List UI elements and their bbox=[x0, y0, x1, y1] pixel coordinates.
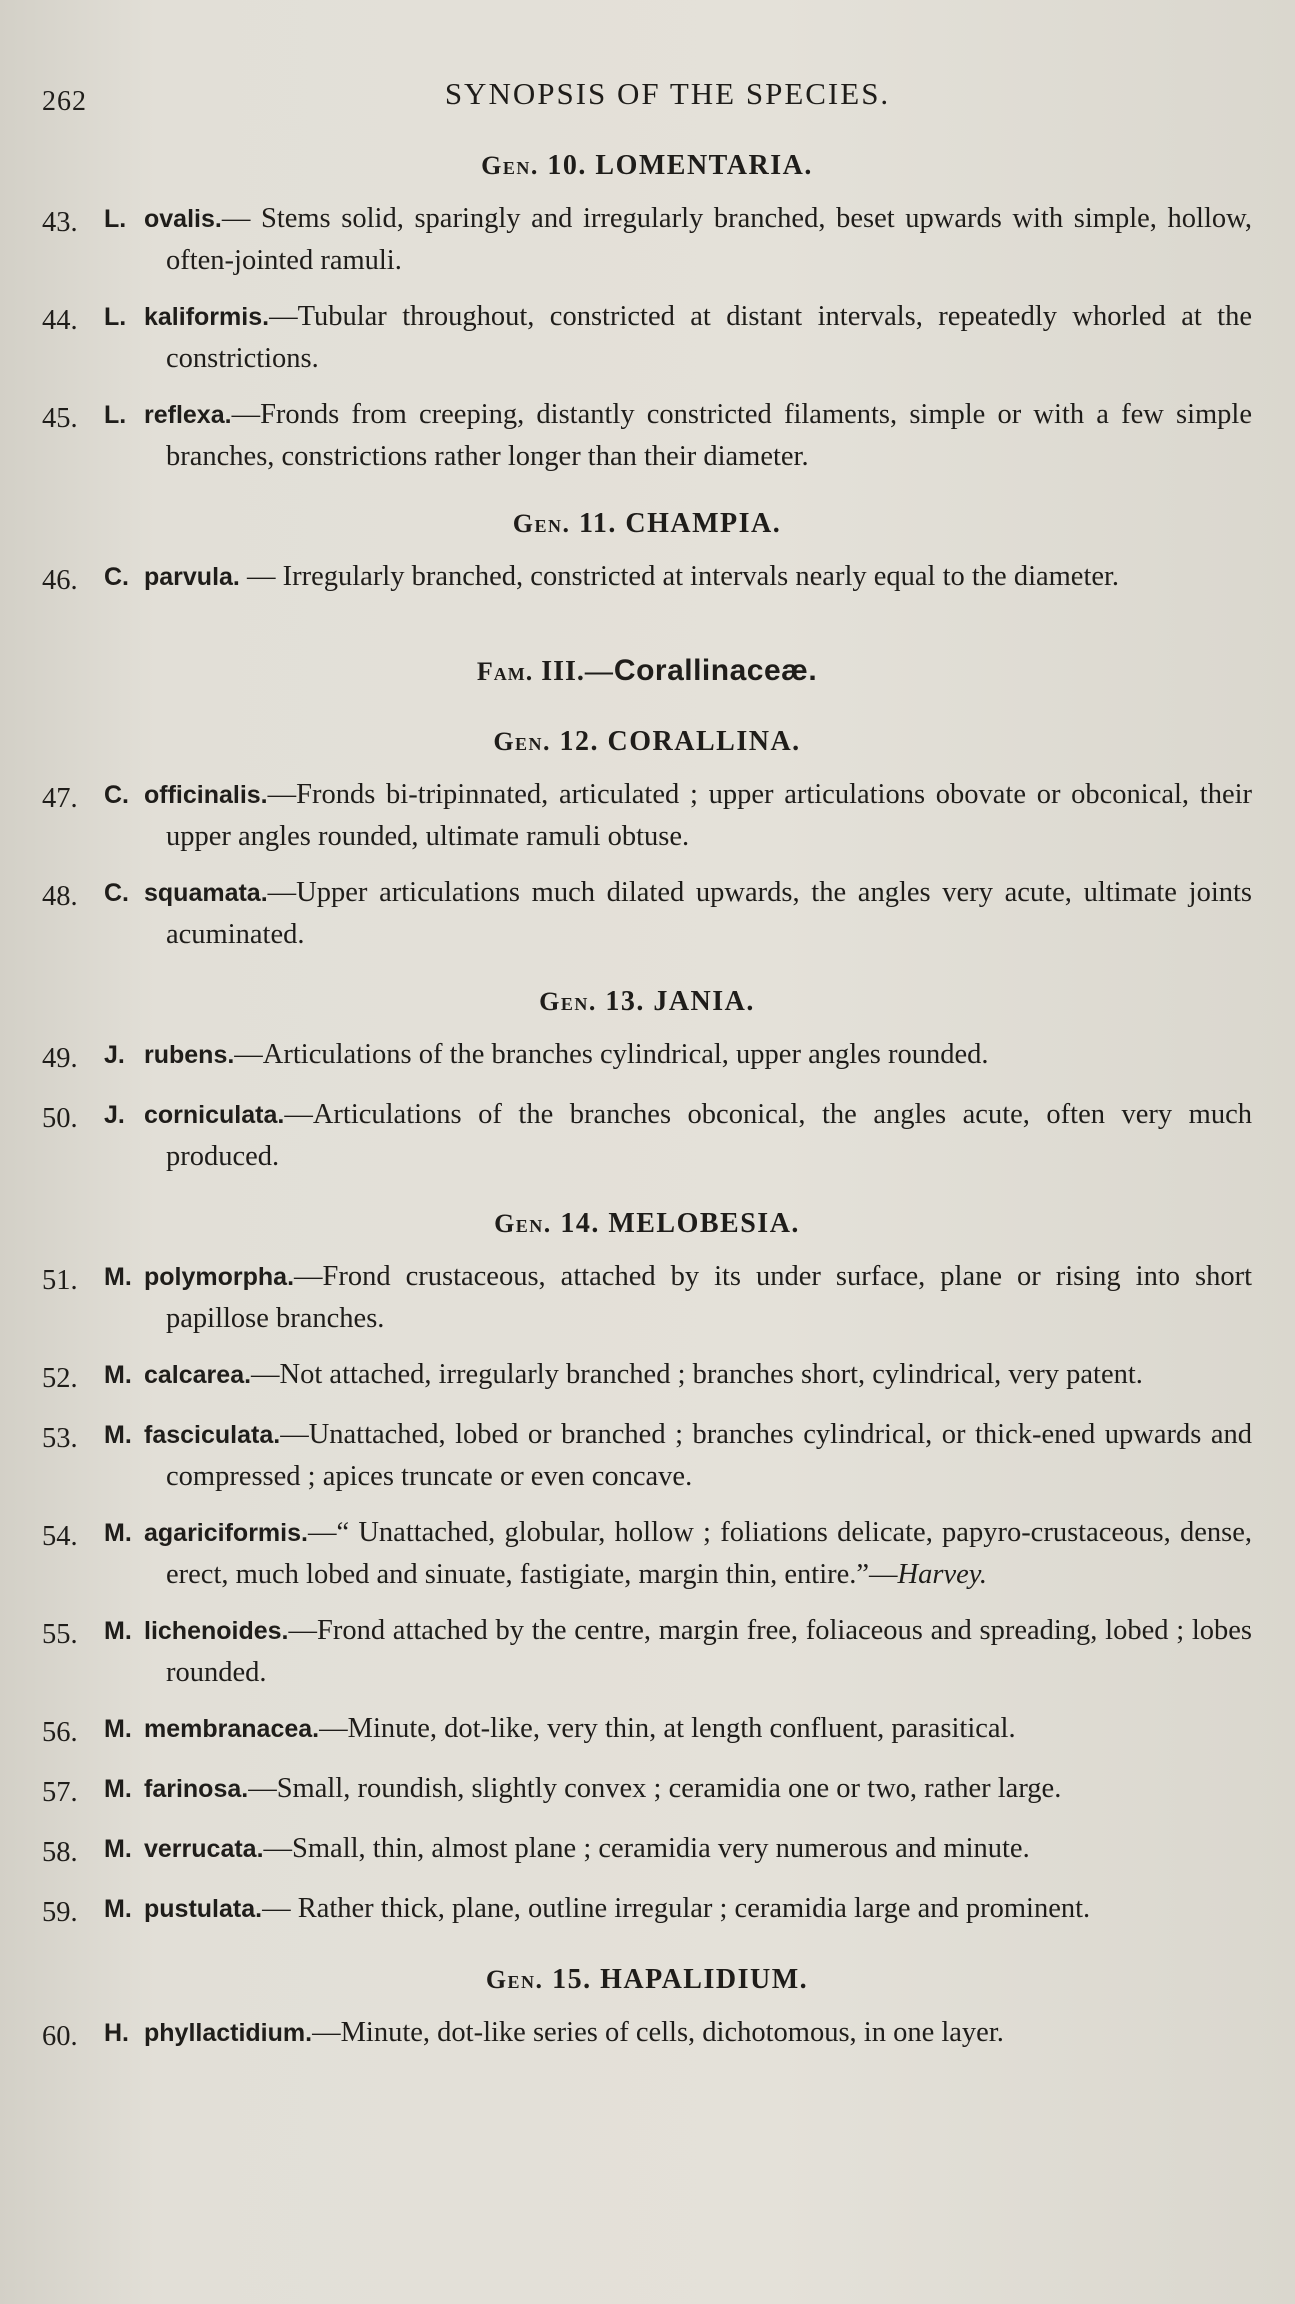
species-name: calcarea. bbox=[144, 1361, 252, 1389]
entry-number: 52. bbox=[42, 1363, 78, 1394]
running-head: SYNOPSIS OF THE SPECIES. bbox=[444, 76, 891, 111]
species-name: reflexa. bbox=[144, 401, 232, 429]
entry-number: 46. bbox=[42, 565, 78, 596]
species-name: corniculata. bbox=[144, 1101, 285, 1129]
species-entry: 54. M. agariciformis.—“ Unattached, globular, hollow ; foliations delicate, papyro-crustaceous, dense, erect, much lobed and sinuate, fastigiate, margin thin, entire.”—Harvey. bbox=[42, 1512, 1252, 1596]
species-name: membranacea. bbox=[144, 1715, 320, 1743]
species-entry: 55. M. lichenoides.—Frond attached by the centre, margin free, foliaceous and spreading, lobed ; lobes rounded. bbox=[42, 1610, 1252, 1694]
species-entry: 60. H. phyllactidium.—Minute, dot-like series of cells, dichotomous, in one layer. bbox=[42, 2012, 1252, 2058]
species-entry: 46. C. parvula. — Irregularly branched, constricted at intervals nearly equal to the diameter. bbox=[42, 556, 1252, 602]
entry-number: 60. bbox=[42, 2021, 78, 2052]
entry-number: 54. bbox=[42, 1521, 78, 1552]
species-entry: 44. L. kaliformis.—Tubular throughout, constricted at distant intervals, repeatedly whorled at the constrictions. bbox=[42, 296, 1252, 380]
species-description: —Not attached, irregularly branched ; branches short, cylindrical, very patent. bbox=[251, 1359, 1143, 1390]
species-description: —Small, roundish, slightly convex ; ceramidia one or two, rather large. bbox=[248, 1773, 1062, 1804]
species-description: —Tubular throughout, constricted at distant intervals, repeatedly whorled at the constrictions. bbox=[166, 301, 1252, 374]
species-name: kaliformis. bbox=[144, 303, 270, 331]
species-name: pustulata. bbox=[144, 1895, 263, 1923]
species-entry: 43. L. ovalis.— Stems solid, sparingly and irregularly branched, beset upwards with simple, hollow, often-jointed ramuli. bbox=[42, 198, 1252, 282]
genus-heading: Gen. 10. LOMENTARIA. bbox=[481, 150, 813, 181]
species-name: polymorpha. bbox=[144, 1263, 295, 1291]
species-description: —Frond crustaceous, attached by its under surface, plane or rising into short papillose branches. bbox=[166, 1261, 1252, 1334]
species-description: — Rather thick, plane, outline irregular ; ceramidia large and prominent. bbox=[262, 1893, 1091, 1924]
species-description: —Articulations of the branches cylindrical, upper angles rounded. bbox=[234, 1039, 989, 1070]
species-name: rubens. bbox=[144, 1041, 235, 1069]
entry-number: 51. bbox=[42, 1265, 78, 1296]
genus-heading: Gen. 12. CORALLINA. bbox=[493, 726, 801, 757]
species-description: — Stems solid, sparingly and irregularly branched, beset upwards with simple, hollow, often-jointed ramuli. bbox=[166, 203, 1252, 276]
entry-number: 59. bbox=[42, 1897, 78, 1928]
species-name: fasciculata. bbox=[144, 1421, 281, 1449]
species-description: —Minute, dot-like, very thin, at length confluent, parasitical. bbox=[319, 1713, 1016, 1744]
species-entry: 58. M. verrucata.—Small, thin, almost plane ; ceramidia very numerous and minute. bbox=[42, 1828, 1252, 1874]
species-name: officinalis. bbox=[144, 781, 268, 809]
genus-heading: Gen. 15. HAPALIDIUM. bbox=[485, 1964, 809, 1995]
species-entry: 50. J. corniculata.—Articulations of the branches obconical, the angles acute, often very much produced. bbox=[42, 1094, 1252, 1178]
species-name: parvula. bbox=[144, 563, 240, 591]
species-name: lichenoides. bbox=[144, 1617, 289, 1645]
author-attribution: Harvey. bbox=[897, 1559, 987, 1590]
species-entry: 52. M. calcarea.—Not attached, irregularly branched ; branches short, cylindrical, very patent. bbox=[42, 1354, 1252, 1400]
species-entry: 51. M. polymorpha.—Frond crustaceous, attached by its under surface, plane or rising into short papillose branches. bbox=[42, 1256, 1252, 1340]
species-name: squamata. bbox=[144, 879, 268, 907]
species-entry: 48. C. squamata.—Upper articulations much dilated upwards, the angles very acute, ultimate joints acuminated. bbox=[42, 872, 1252, 956]
synopsis-content bbox=[42, 150, 1252, 2072]
species-name: agariciformis. bbox=[144, 1519, 308, 1547]
species-description: —Frond attached by the centre, margin free, foliaceous and spreading, lobed ; lobes rounded. bbox=[166, 1615, 1252, 1688]
entry-number: 44. bbox=[42, 305, 78, 336]
species-entry: 45. L. reflexa.—Fronds from creeping, distantly constricted filaments, simple or with a few simple branches, constrictions rather longer than their diameter. bbox=[42, 394, 1252, 478]
family-heading: Fam. III.—Corallinaceæ. bbox=[476, 654, 818, 687]
species-name: farinosa. bbox=[144, 1775, 249, 1803]
species-description: —Unattached, lobed or branched ; branches cylindrical, or thick-ened upwards and compressed ; apices truncate or even concave. bbox=[166, 1419, 1252, 1492]
species-entry: 56. M. membranacea.—Minute, dot-like, very thin, at length confluent, parasitical. bbox=[42, 1708, 1252, 1754]
species-name: phyllactidium. bbox=[144, 2019, 313, 2047]
species-description: —Upper articulations much dilated upwards, the angles very acute, ultimate joints acuminated. bbox=[166, 877, 1252, 950]
entry-number: 45. bbox=[42, 403, 78, 434]
genus-heading: Gen. 11. CHAMPIA. bbox=[512, 508, 782, 539]
species-name: verrucata. bbox=[144, 1835, 264, 1863]
entry-number: 48. bbox=[42, 881, 78, 912]
species-entry: 47. C. officinalis.—Fronds bi-tripinnated, articulated ; upper articulations obovate or obconical, their upper angles rounded, ultimate ramuli obtuse. bbox=[42, 774, 1252, 858]
entry-number: 53. bbox=[42, 1423, 78, 1454]
species-entry: 59. M. pustulata.— Rather thick, plane, outline irregular ; ceramidia large and prominent. bbox=[42, 1888, 1252, 1934]
entry-number: 50. bbox=[42, 1103, 78, 1134]
species-description: —Fronds from creeping, distantly constricted filaments, simple or with a few simple branches, constrictions rather longer than their diameter. bbox=[166, 399, 1252, 472]
page-number: 262 bbox=[42, 86, 87, 117]
genus-heading: Gen. 13. JANIA. bbox=[539, 986, 755, 1017]
entry-number: 56. bbox=[42, 1717, 78, 1748]
entry-number: 49. bbox=[42, 1043, 78, 1074]
species-description: — Irregularly branched, constricted at intervals nearly equal to the diameter. bbox=[239, 561, 1120, 592]
species-description: —Articulations of the branches obconical, the angles acute, often very much produced. bbox=[166, 1099, 1252, 1172]
species-entry: 57. M. farinosa.—Small, roundish, slightly convex ; ceramidia one or two, rather large. bbox=[42, 1768, 1252, 1814]
species-description: —Fronds bi-tripinnated, articulated ; upper articulations obovate or obconical, their upper angles rounded, ultimate ramuli obtuse. bbox=[166, 779, 1252, 852]
family-name: Corallinaceæ. bbox=[613, 654, 818, 687]
species-entry: 53. M. fasciculata.—Unattached, lobed or branched ; branches cylindrical, or thick-ened upwards and compressed ; apices truncate or even concave. bbox=[42, 1414, 1252, 1498]
entry-number: 43. bbox=[42, 207, 78, 238]
entry-number: 55. bbox=[42, 1619, 78, 1650]
entry-number: 47. bbox=[42, 783, 78, 814]
entry-number: 58. bbox=[42, 1837, 78, 1868]
species-description: —Small, thin, almost plane ; ceramidia very numerous and minute. bbox=[263, 1833, 1030, 1864]
species-name: ovalis. bbox=[144, 205, 222, 233]
genus-heading: Gen. 14. MELOBESIA. bbox=[494, 1208, 800, 1239]
species-description: —“ Unattached, globular, hollow ; foliations delicate, papyro-crustaceous, dense, erect, much lobed and sinuate, fastigiate, margin thin, entire.”— bbox=[166, 1517, 1252, 1590]
species-entry: 49. J. rubens.—Articulations of the branches cylindrical, upper angles rounded. bbox=[42, 1034, 1252, 1080]
species-description: —Minute, dot-like series of cells, dichotomous, in one layer. bbox=[312, 2017, 1004, 2048]
entry-number: 57. bbox=[42, 1777, 78, 1808]
